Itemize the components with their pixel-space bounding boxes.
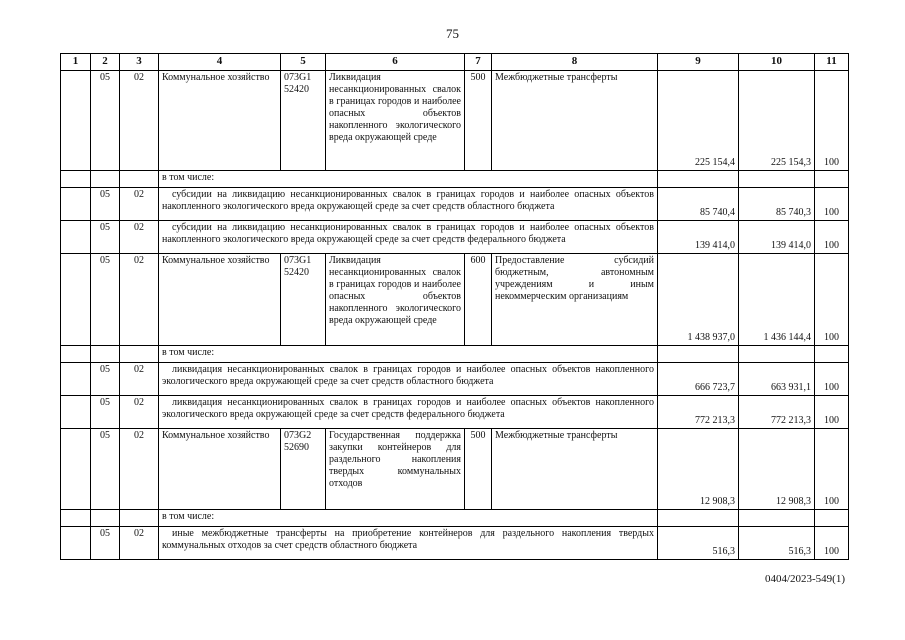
col-header-6: 6: [326, 54, 465, 71]
cell-subsection: 02: [120, 396, 159, 429]
cell-actual: 85 740,3: [739, 188, 815, 221]
including-label: в том числе:: [159, 171, 658, 188]
cell-description: субсидии на ликвидацию несанкционированных свалок в границах городов и наиболее опасных объектов накопленного экологического вреда окружающей среде за счет средств областного бюджета: [159, 188, 658, 221]
table-row: [61, 429, 849, 510]
cell-name: Коммунальное хозяйство: [159, 429, 281, 510]
col-header-10: 10: [739, 54, 815, 71]
cell-planned: 772 213,3: [658, 396, 739, 429]
cell-code: 073G1 52420: [281, 254, 326, 346]
document-id: 0404/2023-549(1): [764, 573, 845, 585]
cell-description: ликвидация несанкционированных свалок в границах городов и наиболее опасных объектов накопленного экологического вреда окружающей среде за счет средств областного бюджета: [159, 363, 658, 396]
cell-expense-type: Предоставление субсидий бюджетным, автономным учреждениям и иным некоммерческим организациям: [492, 254, 658, 346]
cell-code: 073G2 52690: [281, 429, 326, 510]
cell-percent: 100: [815, 429, 849, 510]
cell-program: Ликвидация несанкционированных свалок в границах городов и наиболее опасных объектов накопленного экологического вреда окружающей среде: [326, 71, 465, 171]
cell-description: ликвидация несанкционированных свалок в границах городов и наиболее опасных объектов накопленного экологического вреда окружающей среде за счет средств федерального бюджета: [159, 396, 658, 429]
table-row: [61, 254, 849, 346]
cell-code: 073G1 52420: [281, 71, 326, 171]
cell-section: 05: [91, 254, 120, 346]
cell-expense-type: Межбюджетные трансферты: [492, 429, 658, 510]
cell-percent: 100: [815, 363, 849, 396]
cell-section: 05: [91, 188, 120, 221]
cell-actual: 139 414,0: [739, 221, 815, 254]
cell-subsection: 02: [120, 221, 159, 254]
cell-planned: 139 414,0: [658, 221, 739, 254]
table-row: [61, 363, 849, 396]
col-header-5: 5: [281, 54, 326, 71]
cell-planned: 225 154,4: [658, 71, 739, 171]
col-header-1: 1: [61, 54, 91, 71]
cell-percent: 100: [815, 396, 849, 429]
cell-actual: 516,3: [739, 527, 815, 560]
table-row: [61, 396, 849, 429]
cell-subsection: 02: [120, 71, 159, 171]
cell-section: 05: [91, 71, 120, 171]
cell-type: 600: [465, 254, 492, 346]
cell-subsection: 02: [120, 363, 159, 396]
cell-planned: 516,3: [658, 527, 739, 560]
header-row: [61, 54, 849, 71]
table-row: [61, 346, 849, 363]
table-row: [61, 188, 849, 221]
col-header-4: 4: [159, 54, 281, 71]
col-header-9: 9: [658, 54, 739, 71]
cell-actual: 1 436 144,4: [739, 254, 815, 346]
cell-planned: 85 740,4: [658, 188, 739, 221]
cell-subsection: 02: [120, 429, 159, 510]
cell-section: 05: [91, 429, 120, 510]
cell-name: Коммунальное хозяйство: [159, 254, 281, 346]
cell-section: 05: [91, 527, 120, 560]
cell-percent: 100: [815, 527, 849, 560]
table-row: [61, 510, 849, 527]
col-header-3: 3: [120, 54, 159, 71]
budget-table: [60, 53, 849, 560]
cell-program: Государственная поддержка закупки контейнеров для раздельного накопления твердых коммунальных отходов: [326, 429, 465, 510]
cell-subsection: 02: [120, 188, 159, 221]
table-row: [61, 171, 849, 188]
cell-planned: 12 908,3: [658, 429, 739, 510]
col-header-7: 7: [465, 54, 492, 71]
cell-planned: 666 723,7: [658, 363, 739, 396]
cell-percent: 100: [815, 254, 849, 346]
col-header-2: 2: [91, 54, 120, 71]
cell-actual: 225 154,3: [739, 71, 815, 171]
cell-percent: 100: [815, 221, 849, 254]
cell-planned: 1 438 937,0: [658, 254, 739, 346]
cell-actual: 663 931,1: [739, 363, 815, 396]
cell-type: 500: [465, 71, 492, 171]
col-header-8: 8: [492, 54, 658, 71]
cell-percent: 100: [815, 71, 849, 171]
cell-section: 05: [91, 363, 120, 396]
cell-actual: 772 213,3: [739, 396, 815, 429]
cell-description: иные межбюджетные трансферты на приобретение контейнеров для раздельного накопления твердых коммунальных отходов за счет средств областного бюджета: [159, 527, 658, 560]
including-label: в том числе:: [159, 510, 658, 527]
table-row: [61, 71, 849, 171]
cell-section: 05: [91, 221, 120, 254]
cell-program: Ликвидация несанкционированных свалок в границах городов и наиболее опасных объектов накопленного экологического вреда окружающей среде: [326, 254, 465, 346]
cell-section: 05: [91, 396, 120, 429]
cell-type: 500: [465, 429, 492, 510]
col-header-11: 11: [815, 54, 849, 71]
cell-subsection: 02: [120, 527, 159, 560]
table-row: [61, 221, 849, 254]
cell-percent: 100: [815, 188, 849, 221]
cell-name: Коммунальное хозяйство: [159, 71, 281, 171]
table-row: [61, 527, 849, 560]
cell-expense-type: Межбюджетные трансферты: [492, 71, 658, 171]
page-number: 75: [446, 26, 459, 41]
cell-subsection: 02: [120, 254, 159, 346]
including-label: в том числе:: [159, 346, 658, 363]
cell-description: субсидии на ликвидацию несанкционированных свалок в границах городов и наиболее опасных объектов накопленного экологического вреда окружающей среде за счет средств федерального бюджета: [159, 221, 658, 254]
cell-actual: 12 908,3: [739, 429, 815, 510]
